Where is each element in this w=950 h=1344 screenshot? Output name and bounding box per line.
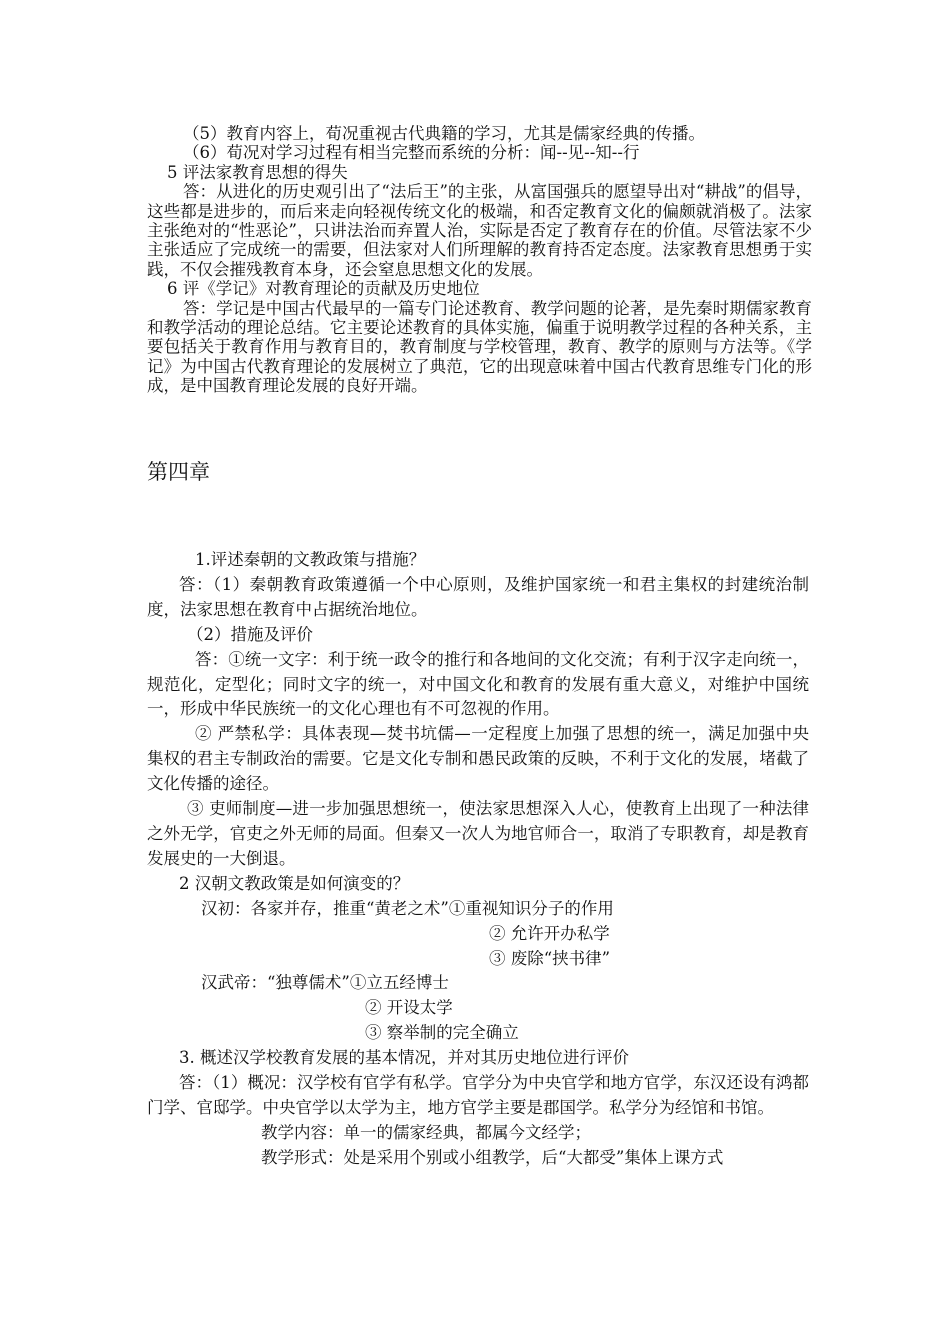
question-3: 3. 概述汉学校教育发展的基本情况，并对其历史地位进行评价	[179, 1048, 629, 1068]
answer-1-item-2: ② 严禁私学：具体表现—焚书坑儒—一定程度上加强了思想的统一，满足加强中央集权的君主专制政治的需要。它是文化专制和愚民政策的反映，不利于文化的发展，堵截了文化传播的途径。	[147, 724, 809, 794]
han-wu-item-3: ③ 察举制的完全确立	[365, 1023, 519, 1043]
answer-1-part-2-label: （2）措施及评价	[187, 624, 313, 644]
point-5: （5）教育内容上，荀况重视古代典籍的学习，尤其是儒家经典的传播。	[183, 124, 705, 143]
answer-5: 答：从进化的历史观引出了“法后王”的主张，从富国强兵的愿望导出对“耕战”的倡导，这些都是进步的，而后来走向轻视传统文化的极端，和否定教育文化的偏颇就消极了。法家主张绝对的“性恶论”，只讲法治而弃置人治，实际是否定了教育存在的价值。尽管法家不少主张适应了完成统一的需要，但法家对人们所理解的教育持否定态度。法家教育思想勇于实践，不仅会摧残教育本身，还会窒息思想文化的发展。	[147, 182, 812, 279]
top-section	[147, 124, 812, 396]
han-wu-policy: 汉武帝：“独尊儒术”①立五经博士	[201, 973, 449, 993]
answer-1-item-1: 答：①统一文字：利于统一政令的推行和各地间的文化交流；有利于汉字走向统一，规范化，定型化；同时文字的统一，对中国文化和教育的发展有重大意义，对维护中国统一，形成中华民族统一的文化心理也有不可忽视的作用。	[147, 649, 809, 719]
question-6: 6 评《学记》对教育理论的贡献及历史地位	[167, 279, 480, 299]
han-wu-item-2: ② 开设太学	[365, 998, 453, 1018]
question-1: 1.评述秦朝的文教政策与措施？	[195, 550, 426, 569]
answer-1-item-3: ③ 吏师制度—进一步加强思想统一，使法家思想深入人心，使教育上出现了一种法律之外无学，官吏之外无师的局面。但秦又一次人为地官师合一，取消了专职教育，却是教育发展史的一大倒退。	[147, 799, 809, 868]
chapter-title: 第四章	[147, 460, 210, 484]
answer-6: 答：学记是中国古代最早的一篇专门论述教育、教学问题的论著，是先秦时期儒家教育和教学活动的理论总结。它主要论述教育的具体实施，偏重于说明教学过程的各种关系，主要包括关于教育作用与教育目的，教育制度与学校管理，教育、教学的原则与方法等。《学记》为中国古代教育理论的发展树立了典范，它的出现意味着中国古代教育思维专门化的形成，是中国教育理论发展的良好开端。	[147, 298, 812, 396]
answer-1-part-1: 答：（1）秦朝教育政策遵循一个中心原则，及维护国家统一和君主集权的封建统治制度，法家思想在教育中占据统治地位。	[147, 574, 809, 619]
teaching-content: 教学内容：单一的儒家经典，都属今文经学；	[261, 1122, 591, 1142]
han-early-policy: 汉初：各家并存，推重“黄老之术”①重视知识分子的作用	[201, 898, 614, 918]
answer-3-overview: 答：（1）概况：汉学校有官学有私学。官学分为中央官学和地方官学，东汉还设有鸿都门学、官邸学。中央官学以太学为主，地方官学主要是郡国学。私学分为经馆和书馆。	[147, 1073, 809, 1117]
chapter-section	[147, 548, 809, 1171]
teaching-form: 教学形式：处是采用个别或小组教学，后“大都受”集体上课方式	[261, 1147, 724, 1167]
han-early-item-3: ③ 废除“挟书律”	[489, 948, 611, 968]
han-early-item-2: ② 允许开办私学	[489, 923, 610, 943]
question-2: 2 汉朝文教政策是如何演变的？	[179, 873, 410, 893]
question-5: 5 评法家教育思想的得失	[167, 162, 348, 182]
point-6: （6）荀况对学习过程有相当完整而系统的分析：闻--见--知--行	[183, 143, 640, 163]
